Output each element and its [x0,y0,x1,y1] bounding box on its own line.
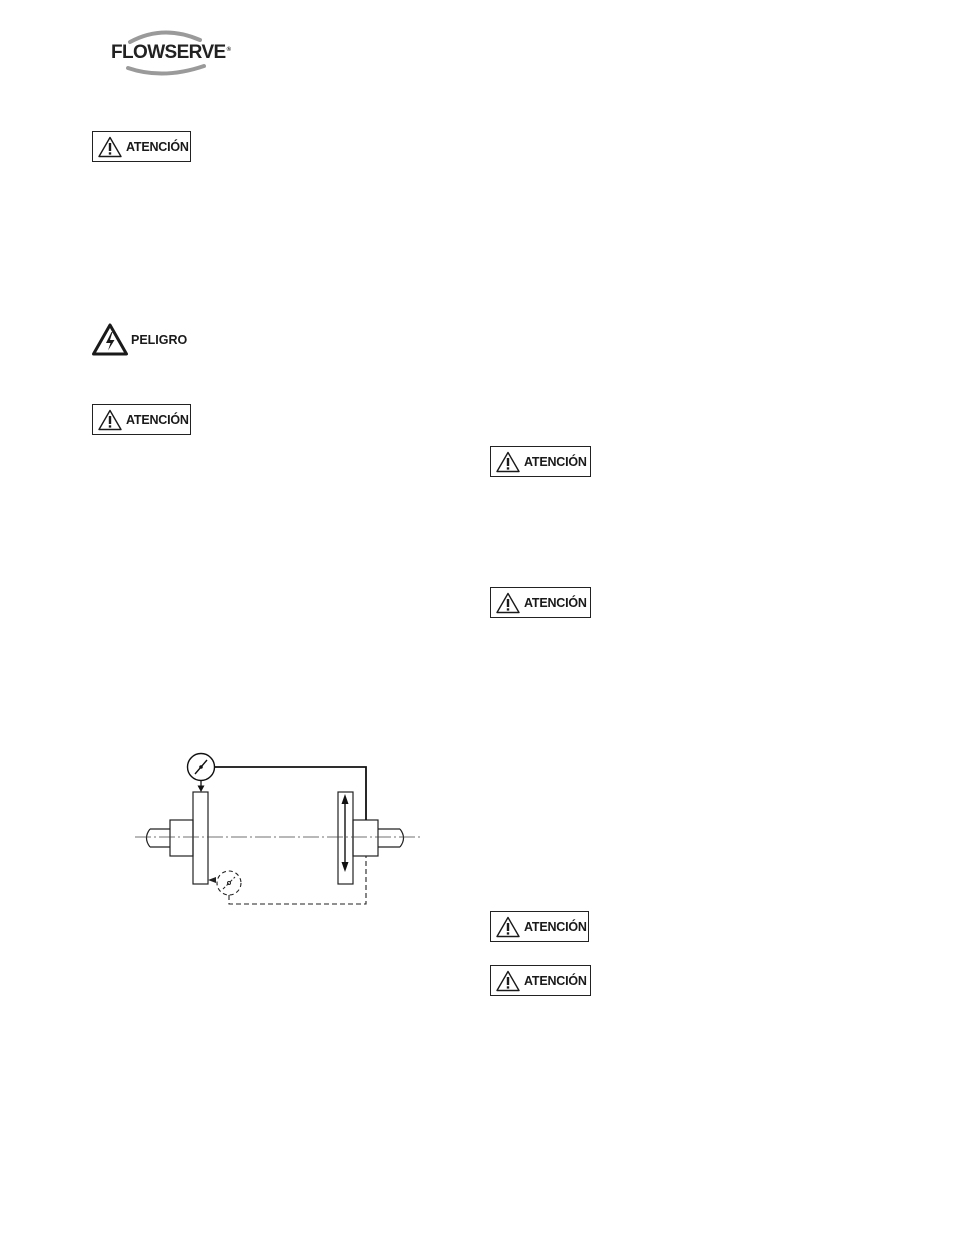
indicator-bracket [214,767,366,820]
danger-text: PELIGRO [131,332,188,347]
warning-triangle-icon [496,592,520,614]
danger-label [92,323,187,356]
warning-triangle-icon [496,916,520,938]
shaft-assembly [147,792,404,884]
attention-text: ATENCIÓN [524,595,587,610]
attention-label-2 [92,404,191,435]
shaft-alignment-diagram [130,740,430,920]
attention-label-1 [92,131,191,162]
attention-text: ATENCIÓN [524,454,587,469]
dial-indicator-icon [188,754,215,793]
warning-triangle-icon [496,451,520,473]
alternate-indicator-icon [208,871,241,895]
attention-label-5 [490,911,589,942]
attention-text: ATENCIÓN [524,973,587,988]
attention-text: ATENCIÓN [126,139,189,154]
double-arrow-icon [342,794,349,872]
warning-triangle-icon [98,409,122,431]
electrical-hazard-icon [92,323,128,356]
flowserve-logo [108,28,231,78]
attention-text: ATENCIÓN [524,919,587,934]
attention-label-3 [490,446,591,477]
warning-triangle-icon [98,136,122,158]
attention-text: ATENCIÓN [126,412,189,427]
attention-label-6 [490,965,591,996]
warning-triangle-icon [496,970,520,992]
attention-label-4 [490,587,591,618]
logo-wordmark: FLOWSERVE® [111,42,231,63]
